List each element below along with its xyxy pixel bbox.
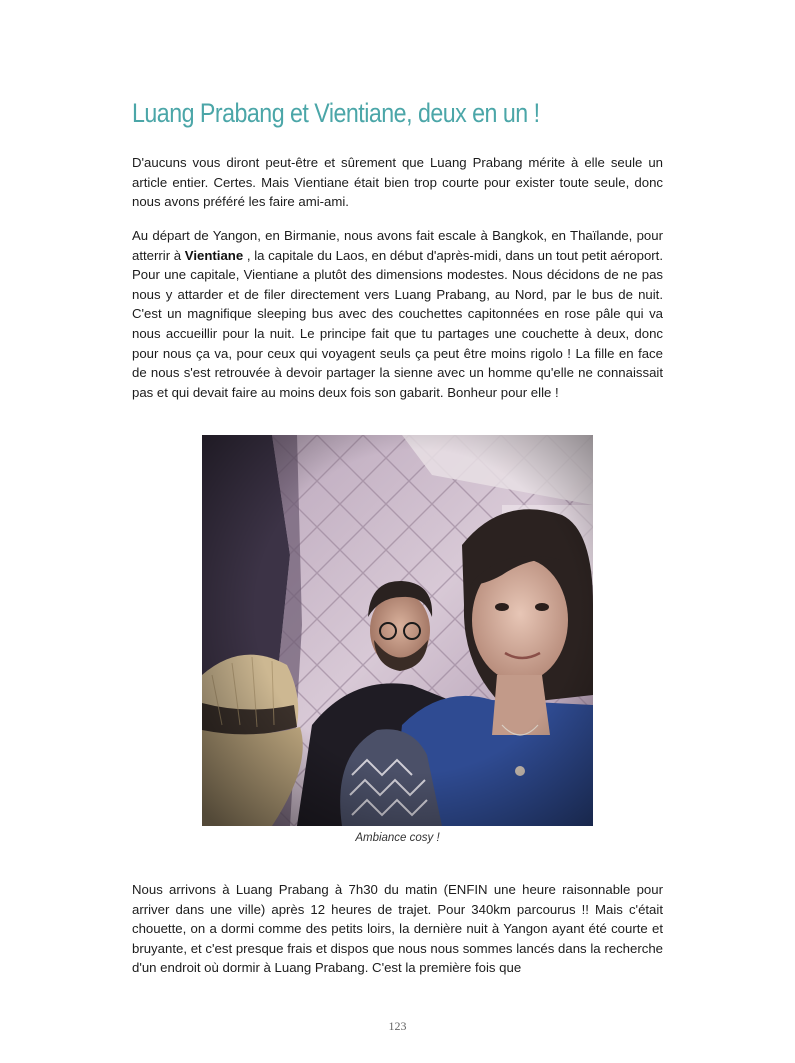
- page-number: 123: [388, 1019, 407, 1033]
- bus-selfie-photo: [202, 435, 593, 826]
- paragraph-intro: D'aucuns vous diront peut-être et sûrement que Luang Prabang mérite à elle seule un article entier. Certes. Mais Vientiane était bien trop courte pour exister toute seule, donc nous avons préféré les faire ami-ami.: [132, 155, 663, 210]
- article-title: Luang Prabang et Vientiane, deux en un !: [132, 98, 540, 128]
- vientiane-bold: Vientiane: [184, 247, 244, 263]
- paragraph-journey: [132, 226, 663, 402]
- photo-caption: Ambiance cosy !: [355, 832, 440, 844]
- paragraph-journey-start: Au départ de Yangon, en Birmanie, nous avons fait escale à Bangkok, en Thaïlande, pour atterrir à: [132, 228, 663, 263]
- paragraph-arrival: Nous arrivons à Luang Prabang à 7h30 du matin (ENFIN une heure raisonnable pour arriver dans une ville) après 12 heures de trajet. Pour 340km parcourus !! Mais c'était chouette, on a dormi comme des petits loirs, la dernière nuit à Yangon ayant été courte et bruyante, et c'est presque frais et dispos que nous nous sommes lancés dans la recherche d'un endroit où dormir à Luang Prabang. C'est la première fois que: [132, 882, 663, 976]
- paragraph-journey-rest: , la capitale du Laos, en début d'après-midi, dans un tout petit aéroport. Pour une capitale, Vientiane a plutôt des dimensions modestes. Nous décidons de ne pas nous y attarder et de filer directement vers Luang Prabang, au Nord, par le bus de nuit. C'est un magnifique sleeping bus avec des couchettes capitonnées en rose pâle qui va nous accueillir pour la nuit. Le principe fait que tu partages une couchette à deux, donc pour nous ça va, pour ceux qui voyagent seuls ça peut être moins rigolo ! La fille en face de nous s'est retrouvée à devoir partager la sienne avec un homme qu'elle ne connaissait pas et qui devait faire au moins deux fois son gabarit. Bonheur pour elle !: [132, 247, 664, 400]
